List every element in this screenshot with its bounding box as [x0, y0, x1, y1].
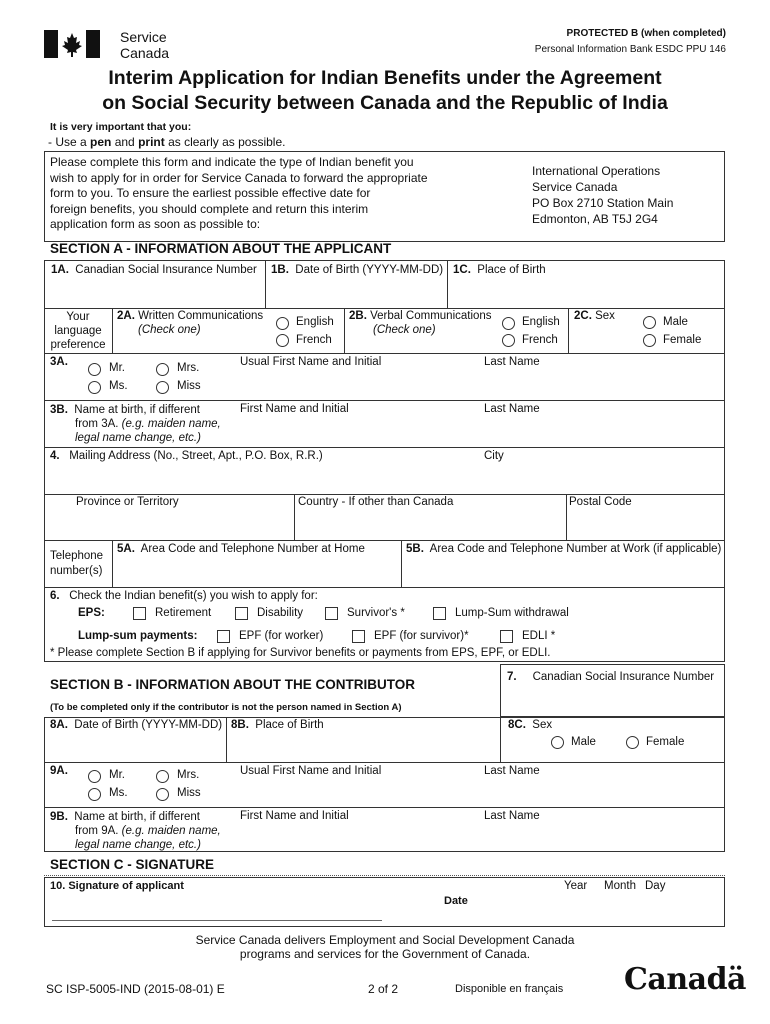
field-2b-label — [349, 310, 492, 322]
mailing-address — [532, 163, 673, 227]
eps-retirement-checkbox[interactable] — [133, 607, 146, 620]
title-mr-label: Mr. — [109, 362, 125, 374]
year-label: Year — [564, 880, 588, 892]
field-text: (e.g. maiden name, — [121, 825, 221, 837]
field-num: 5B. — [406, 543, 424, 555]
field-text: legal name change, etc.) — [75, 839, 201, 851]
field-3a-label: 3A. — [50, 356, 68, 368]
field-text: Sex — [595, 310, 615, 322]
telephone-label — [50, 549, 103, 578]
lang-line: Your — [66, 311, 90, 323]
province-label: Province or Territory — [76, 496, 179, 508]
postal-code-label: Postal Code — [569, 496, 632, 508]
lump-sum-label: Lump-sum payments: — [78, 630, 198, 642]
field-text: Verbal Communications — [370, 310, 492, 322]
form-id: SC ISP-5005-IND (2015-08-01) E — [46, 982, 225, 996]
tel-line: number(s) — [50, 564, 103, 577]
contributor-ms-radio[interactable] — [88, 788, 101, 801]
edli-checkbox[interactable] — [500, 630, 513, 643]
eps-disability-label: Disability — [257, 607, 304, 619]
page-number: 2 of 2 — [368, 982, 399, 996]
canada-flag-icon — [44, 30, 100, 58]
field-text: Sex — [532, 719, 553, 731]
field-num: 8A. — [50, 719, 68, 731]
contributor-birth-last-name-label: Last Name — [484, 810, 540, 822]
contributor-female-radio[interactable] — [626, 736, 639, 749]
contributor-mrs-label: Mrs. — [177, 769, 200, 781]
instructions-line: wish to apply for in order for Service Canada to forward the appropriate — [50, 170, 428, 185]
date-label: Date — [444, 895, 468, 907]
eps-lump-sum-label: Lump-Sum withdrawal — [455, 607, 569, 619]
field-num: 2B. — [349, 310, 367, 322]
field-num: 3B. — [50, 404, 68, 416]
contributor-male-label: Male — [571, 736, 596, 748]
field-10-label: 10. Signature of applicant — [50, 880, 184, 892]
field-1c-label — [453, 264, 546, 276]
field-text: Area Code and Telephone Number at Home — [140, 543, 365, 555]
field-text: Written Communications — [138, 310, 264, 322]
contributor-female-label: Female — [646, 736, 685, 748]
sex-female-label: Female — [663, 334, 702, 346]
title-miss-label: Miss — [177, 380, 201, 392]
field-text: legal name change, etc.) — [75, 432, 201, 444]
contributor-mrs-radio[interactable] — [156, 770, 169, 783]
section-b-title: SECTION B - INFORMATION ABOUT THE CONTRIBUTOR — [50, 677, 415, 692]
written-english-radio[interactable] — [276, 317, 289, 330]
instructions-line: Please complete this form and indicate the type of Indian benefit you — [50, 155, 414, 169]
field-7-label — [507, 671, 714, 683]
title-miss-radio[interactable] — [156, 381, 169, 394]
field-8c-label — [508, 719, 552, 731]
last-name-label: Last Name — [484, 356, 540, 368]
address-line: Service Canada — [532, 180, 618, 194]
verbal-english-label: English — [522, 316, 560, 328]
day-label: Day — [645, 880, 666, 892]
epf-survivor-checkbox[interactable] — [352, 630, 365, 643]
section-c-title: SECTION C - SIGNATURE — [50, 857, 215, 872]
contributor-male-radio[interactable] — [551, 736, 564, 749]
field-5a-label — [117, 543, 365, 555]
field-8b-label — [231, 719, 324, 731]
instructions-line: foreign benefits, you should complete and return this interim — [50, 201, 369, 216]
verbal-english-radio[interactable] — [502, 317, 515, 330]
tel-line: Telephone — [50, 550, 104, 562]
field-num: 1B. — [271, 264, 289, 276]
eps-survivor-checkbox[interactable] — [325, 607, 338, 620]
first-name-label: First Name and Initial — [240, 403, 349, 415]
edli-label: EDLI * — [522, 630, 556, 642]
contributor-mr-radio[interactable] — [88, 770, 101, 783]
field-1b-label — [271, 264, 443, 276]
contributor-usual-first-label: Usual First Name and Initial — [240, 765, 382, 777]
field-9b-label — [50, 810, 221, 852]
field-num: 8C. — [508, 719, 526, 731]
field-4-label — [50, 450, 323, 462]
pib-label: Personal Information Bank ESDC PPU 146 — [534, 44, 726, 55]
french-available: Disponible en français — [455, 983, 564, 995]
contributor-last-name-label: Last Name — [484, 765, 540, 777]
field-num: 4. — [50, 450, 60, 462]
title-mrs-label: Mrs. — [177, 362, 200, 374]
section-a-footnote: * Please complete Section B if applying for Survivor benefits or payments from EPS, EPF, or EDLI. — [50, 647, 551, 659]
field-num: 1A. — [51, 264, 69, 276]
field-text: Check the Indian benefit(s) you wish to apply for: — [69, 590, 318, 602]
dob-input[interactable] — [266, 280, 446, 307]
footer-statement — [0, 933, 770, 961]
eps-survivor-label: Survivor's * — [347, 607, 405, 619]
section-b-note: (To be completed only if the contributor is not the person named in Section A) — [50, 702, 402, 713]
field-2c-label — [574, 310, 615, 322]
footer-line: Service Canada delivers Employment and Social Development Canada — [195, 933, 575, 947]
field-num: 6. — [50, 590, 60, 602]
department-name-line2: Canada — [120, 45, 170, 61]
title-ms-label: Ms. — [109, 380, 128, 392]
department-name-line1: Service — [120, 29, 167, 45]
form-title-line2: on Social Security between Canada and the Republic of India — [102, 92, 668, 114]
note-text: as clearly as possible. — [164, 135, 286, 149]
field-text: from 9A. — [75, 825, 122, 837]
contributor-first-name-label: First Name and Initial — [240, 810, 349, 822]
field-text: Date of Birth (YYYY-MM-DD) — [74, 719, 223, 731]
field-5b-label — [406, 543, 721, 555]
field-text: Date of Birth (YYYY-MM-DD) — [295, 264, 444, 276]
lang-line: language — [54, 325, 102, 337]
language-preference-label — [44, 310, 112, 352]
note-pen: pen — [90, 135, 112, 149]
field-num: 9B. — [50, 811, 68, 823]
field-num: 2C. — [574, 310, 592, 322]
sex-male-radio[interactable] — [643, 316, 656, 329]
contributor-mr-label: Mr. — [109, 769, 125, 781]
form-title — [0, 66, 770, 116]
sin-input[interactable] — [45, 280, 264, 307]
address-line: International Operations — [532, 164, 661, 178]
canada-wordmark: Canadä — [624, 962, 746, 997]
epf-worker-label: EPF (for worker) — [239, 630, 324, 642]
sex-female-radio[interactable] — [643, 334, 656, 347]
instructions-line: form to you. To ensure the earliest possible effective date for — [50, 186, 371, 201]
written-english-label: English — [296, 316, 334, 328]
field-3b-label — [50, 403, 221, 445]
city-label: City — [484, 450, 504, 462]
usual-first-name-label: Usual First Name and Initial — [240, 356, 382, 368]
instructions-line: application form as soon as possible to: — [50, 217, 261, 232]
field-text: Name at birth, if different — [74, 811, 201, 823]
title-ms-radio[interactable] — [88, 381, 101, 394]
field-9a-label: 9A. — [50, 765, 68, 777]
field-num: 7. — [507, 671, 517, 683]
eps-disability-checkbox[interactable] — [235, 607, 248, 620]
note-text: - Use a — [48, 135, 91, 149]
important-note: It is very important that you: — [50, 121, 192, 133]
field-text: Area Code and Telephone Number at Work (if applicable) — [429, 543, 722, 555]
contributor-miss-label: Miss — [177, 787, 201, 799]
address-line: Edmonton, AB T5J 2G4 — [532, 212, 658, 226]
contributor-miss-radio[interactable] — [156, 788, 169, 801]
instructions-text — [50, 155, 428, 233]
protected-label: PROTECTED B (when completed) — [566, 28, 726, 39]
place-of-birth-input[interactable] — [448, 280, 724, 307]
signature-line[interactable] — [52, 920, 382, 921]
sex-male-label: Male — [663, 316, 688, 328]
footer-line: programs and services for the Government of Canada. — [239, 947, 531, 961]
field-num: 8B. — [231, 719, 249, 731]
contributor-ms-label: Ms. — [109, 787, 128, 799]
field-text: Place of Birth — [255, 719, 324, 731]
field-8a-label — [50, 719, 222, 731]
field-text: Canadian Social Insurance Number — [532, 671, 715, 683]
field-text: Place of Birth — [477, 264, 546, 276]
form-title-line1: Interim Application for Indian Benefits under the Agreement — [108, 67, 662, 89]
month-label: Month — [604, 880, 636, 892]
title-mrs-radio[interactable] — [156, 363, 169, 376]
field-num: 1C. — [453, 264, 471, 276]
field-text: Mailing Address (No., Street, Apt., P.O. Box, R.R.) — [69, 450, 323, 462]
field-text: (e.g. maiden name, — [121, 418, 221, 430]
field-text: Canadian Social Insurance Number — [75, 264, 257, 276]
note-print: print — [138, 135, 165, 149]
field-text: from 3A. — [75, 418, 122, 430]
note-text: and — [111, 135, 139, 149]
field-text: Name at birth, if different — [74, 404, 201, 416]
field-2a-check: (Check one) — [138, 324, 201, 336]
verbal-french-label: French — [522, 334, 558, 346]
pen-print-note — [48, 135, 285, 149]
field-num: 2A. — [117, 310, 135, 322]
eps-lump-sum-checkbox[interactable] — [433, 607, 446, 620]
eps-label: EPS: — [78, 607, 105, 619]
eps-retirement-label: Retirement — [155, 607, 212, 619]
field-1a-label — [51, 264, 257, 276]
last-name-at-birth-label: Last Name — [484, 403, 540, 415]
country-label: Country - If other than Canada — [298, 496, 454, 508]
section-a-title: SECTION A - INFORMATION ABOUT THE APPLICANT — [50, 241, 392, 256]
field-num: 5A. — [117, 543, 135, 555]
lang-line: preference — [50, 339, 106, 351]
field-6-label — [50, 590, 318, 602]
verbal-french-radio[interactable] — [502, 334, 515, 347]
field-2b-check: (Check one) — [373, 324, 436, 336]
epf-survivor-label: EPF (for survivor)* — [374, 630, 469, 642]
title-mr-radio[interactable] — [88, 363, 101, 376]
address-line: PO Box 2710 Station Main — [532, 196, 674, 210]
field-2a-label — [117, 310, 263, 322]
epf-worker-checkbox[interactable] — [217, 630, 230, 643]
written-french-radio[interactable] — [276, 334, 289, 347]
written-french-label: French — [296, 334, 332, 346]
